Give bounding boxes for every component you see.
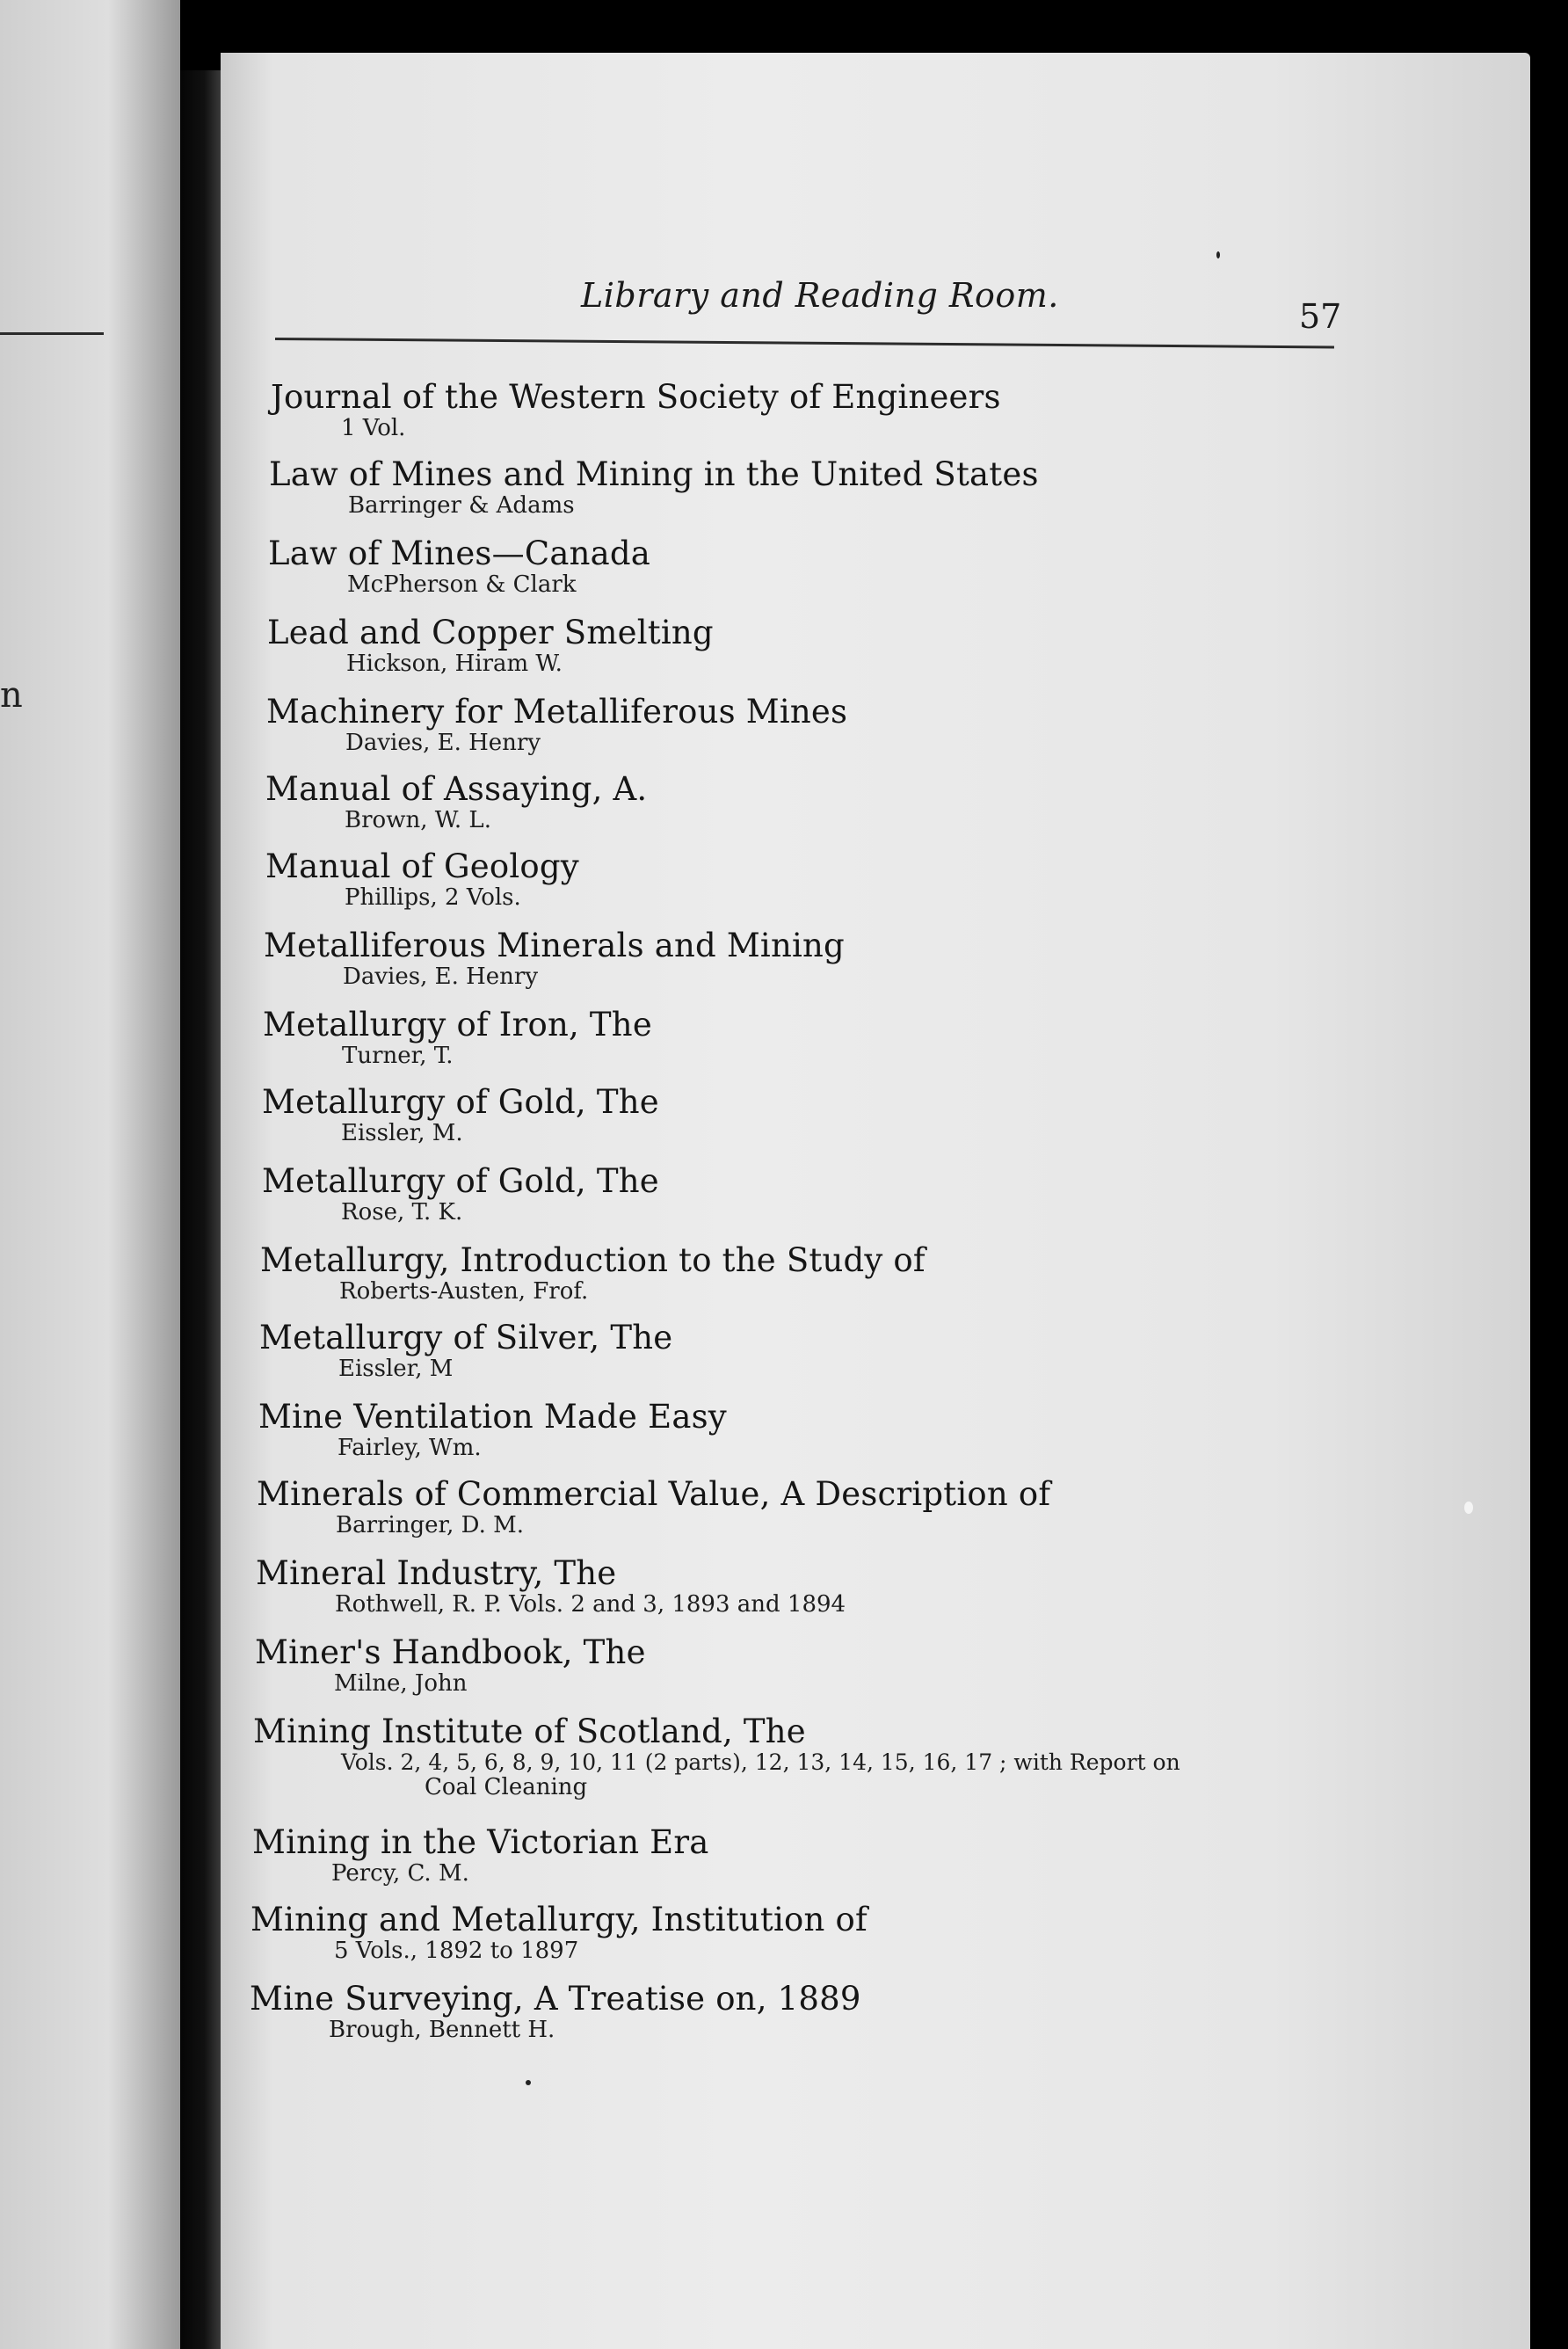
list-item bbox=[262, 1164, 659, 1225]
scan-speck bbox=[1216, 251, 1220, 258]
list-item bbox=[258, 1400, 727, 1461]
scan-speck bbox=[1464, 1502, 1473, 1514]
book-author: McPherson & Clark bbox=[347, 571, 577, 598]
book-title: Mining and Metallurgy, Institution of bbox=[250, 1901, 867, 1938]
book-title: Mineral Industry, The bbox=[256, 1554, 617, 1592]
list-item bbox=[266, 695, 847, 756]
book-title: Manual of Geology bbox=[265, 847, 579, 885]
book-author: Davies, E. Henry bbox=[343, 964, 539, 990]
book-title: Mine Surveying, A Treatise on, 1889 bbox=[250, 1980, 861, 2018]
book-title: Metallurgy of Gold, The bbox=[262, 1162, 659, 1200]
book-title: Journal of the Western Society of Engineers bbox=[271, 378, 1001, 416]
book-title: Metallurgy of Silver, The bbox=[259, 1319, 673, 1356]
list-item bbox=[265, 849, 579, 911]
book-author: Barringer, D. M. bbox=[336, 1512, 524, 1538]
list-item bbox=[256, 1556, 846, 1618]
book-title: Mine Ventilation Made Easy bbox=[258, 1398, 727, 1436]
book-author: Davies, E. Henry bbox=[345, 730, 541, 756]
book-author: Fairley, Wm. bbox=[338, 1435, 482, 1461]
book-title: Law of Mines—Canada bbox=[268, 535, 651, 572]
book-author: Eissler, M bbox=[338, 1356, 454, 1382]
list-item bbox=[263, 1007, 652, 1069]
book-author: Rose, T. K. bbox=[341, 1199, 463, 1225]
book-title: Metalliferous Minerals and Mining bbox=[264, 927, 845, 964]
book-author: Rothwell, R. P. Vols. 2 and 3, 1893 and 1894 bbox=[335, 1591, 846, 1618]
list-item bbox=[250, 1902, 867, 1964]
list-item bbox=[271, 380, 1001, 441]
book-title: Metallurgy, Introduction to the Study of bbox=[260, 1241, 926, 1279]
running-head: Library and Reading Room. bbox=[581, 276, 1059, 315]
book-title: Miner's Handbook, The bbox=[255, 1633, 646, 1671]
list-item bbox=[265, 772, 647, 833]
book-title: Law of Mines and Mining in the United States bbox=[269, 455, 1039, 493]
previous-page-letter: n bbox=[0, 675, 23, 716]
book-author: Phillips, 2 Vols. bbox=[345, 884, 521, 911]
book-author: Brown, W. L. bbox=[345, 807, 491, 833]
list-item bbox=[267, 615, 714, 677]
list-item bbox=[255, 1635, 646, 1697]
list-item bbox=[250, 1982, 861, 2043]
book-author: Roberts-Austen, Frof. bbox=[339, 1278, 589, 1305]
list-item bbox=[252, 1825, 709, 1887]
book-author: Brough, Bennett H. bbox=[329, 2017, 555, 2043]
scan-speck bbox=[526, 2080, 531, 2085]
list-item bbox=[264, 928, 845, 990]
list-item bbox=[268, 536, 650, 598]
book-title: Mining in the Victorian Era bbox=[252, 1823, 709, 1861]
book-author: Vols. 2, 4, 5, 6, 8, 9, 10, 11 (2 parts), 12, 13, 14, 15, 16, 17 ; with Report on bbox=[341, 1749, 1180, 1775]
list-item bbox=[257, 1477, 1050, 1538]
book-title: Metallurgy of Gold, The bbox=[262, 1083, 659, 1121]
list-item bbox=[269, 457, 1039, 519]
book-author: Barringer & Adams bbox=[348, 492, 575, 519]
book-author: 1 Vol. bbox=[341, 415, 406, 441]
book-author: Milne, John bbox=[334, 1670, 468, 1697]
list-item bbox=[253, 1714, 1180, 1799]
book-title: Mining Institute of Scotland, The bbox=[253, 1713, 806, 1750]
book-author: Turner, T. bbox=[342, 1043, 454, 1069]
list-item bbox=[259, 1320, 672, 1382]
book-author: Percy, C. M. bbox=[331, 1860, 469, 1887]
book-author: Hickson, Hiram W. bbox=[346, 651, 563, 677]
list-item bbox=[262, 1085, 659, 1146]
book-title: Lead and Copper Smelting bbox=[267, 614, 714, 651]
book-title: Manual of Assaying, A. bbox=[265, 770, 648, 808]
page-number: 57 bbox=[1299, 297, 1342, 336]
list-item bbox=[260, 1243, 926, 1305]
book-author: 5 Vols., 1892 to 1897 bbox=[334, 1938, 579, 1964]
book-author-continued: Coal Cleaning bbox=[425, 1774, 588, 1800]
book-author: Eissler, M. bbox=[341, 1120, 463, 1146]
book-title: Metallurgy of Iron, The bbox=[263, 1006, 652, 1044]
book-title: Machinery for Metalliferous Mines bbox=[266, 693, 848, 731]
book-title: Minerals of Commercial Value, A Description of bbox=[257, 1475, 1051, 1513]
